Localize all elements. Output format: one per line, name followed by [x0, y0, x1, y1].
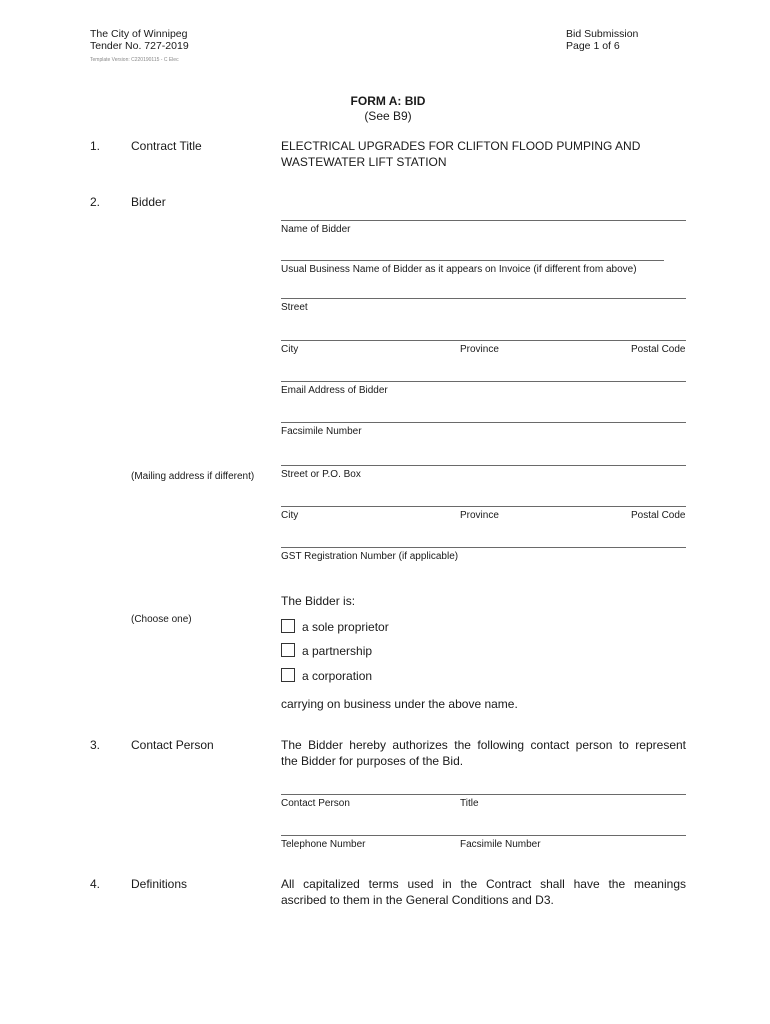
corporation-checkbox[interactable]	[281, 668, 295, 682]
partnership-label: a partnership	[302, 644, 373, 658]
definitions-line1: All capitalized terms used in the Contract shall have the meanings	[281, 877, 686, 891]
facsimile-line[interactable]	[281, 422, 686, 423]
postal-code-label: Postal Code	[631, 344, 686, 355]
section-3-label: Contact Person	[131, 738, 214, 752]
section-2-label: Bidder	[131, 195, 166, 209]
contact-title-label: Title	[460, 798, 479, 809]
contact-person-line[interactable]	[281, 794, 686, 795]
gst-label: GST Registration Number (if applicable)	[281, 551, 459, 562]
corporation-label: a corporation	[302, 669, 373, 683]
name-of-bidder-line[interactable]	[281, 220, 686, 221]
partnership-checkbox[interactable]	[281, 643, 295, 657]
name-of-bidder-label: Name of Bidder	[281, 224, 351, 235]
header-tender: Tender No. 727-2019	[90, 40, 189, 52]
contract-title-line2: WASTEWATER LIFT STATION	[281, 155, 447, 169]
email-label: Email Address of Bidder	[281, 385, 388, 396]
sole-proprietor-label: a sole proprietor	[302, 620, 389, 634]
mailing-city-line[interactable]	[281, 506, 686, 507]
carrying-on-business-text: carrying on business under the above name.	[281, 697, 518, 711]
contact-authorization-line2: the Bidder for purposes of the Bid.	[281, 754, 464, 768]
section-1-number: 1.	[90, 139, 101, 153]
telephone-label: Telephone Number	[281, 839, 366, 850]
city-province-postal-line[interactable]	[281, 340, 686, 341]
mailing-province-label: Province	[460, 510, 499, 521]
street-line[interactable]	[281, 298, 686, 299]
choose-one-note: (Choose one)	[131, 614, 192, 625]
form-title: FORM A: BID	[350, 94, 426, 108]
contact-person-label: Contact Person	[281, 798, 350, 809]
contact-facsimile-label: Facsimile Number	[460, 839, 541, 850]
header-page: Page 1 of 6	[566, 40, 620, 52]
definitions-line2: ascribed to them in the General Conditions and D3.	[281, 893, 554, 907]
section-3-number: 3.	[90, 738, 101, 752]
bidder-is-label: The Bidder is:	[281, 594, 356, 608]
header-submission: Bid Submission	[566, 28, 639, 40]
template-version: Template Version: C220190115 - C Elec	[90, 57, 179, 63]
section-4-label: Definitions	[131, 877, 188, 891]
section-2-number: 2.	[90, 195, 101, 209]
city-label: City	[281, 344, 299, 355]
form-subtitle: (See B9)	[364, 109, 412, 123]
email-line[interactable]	[281, 381, 686, 382]
mailing-postal-code-label: Postal Code	[631, 510, 686, 521]
sole-proprietor-checkbox[interactable]	[281, 619, 295, 633]
section-4-number: 4.	[90, 877, 101, 891]
telephone-line[interactable]	[281, 835, 686, 836]
contact-authorization-line1: The Bidder hereby authorizes the following contact person to represent	[281, 738, 686, 752]
street-po-line[interactable]	[281, 465, 686, 466]
mailing-city-label: City	[281, 510, 299, 521]
section-1-label: Contract Title	[131, 139, 202, 153]
usual-business-name-label: Usual Business Name of Bidder as it appears on Invoice (if different from above)	[281, 264, 637, 275]
header-city: The City of Winnipeg	[90, 28, 188, 40]
facsimile-label: Facsimile Number	[281, 426, 362, 437]
street-label: Street	[281, 302, 308, 313]
province-label: Province	[460, 344, 499, 355]
mailing-address-note: (Mailing address if different)	[131, 471, 255, 482]
usual-business-name-line[interactable]	[281, 260, 664, 261]
contract-title-line1: ELECTRICAL UPGRADES FOR CLIFTON FLOOD PUMPING AND	[281, 139, 641, 153]
gst-line[interactable]	[281, 547, 686, 548]
street-po-label: Street or P.O. Box	[281, 469, 361, 480]
